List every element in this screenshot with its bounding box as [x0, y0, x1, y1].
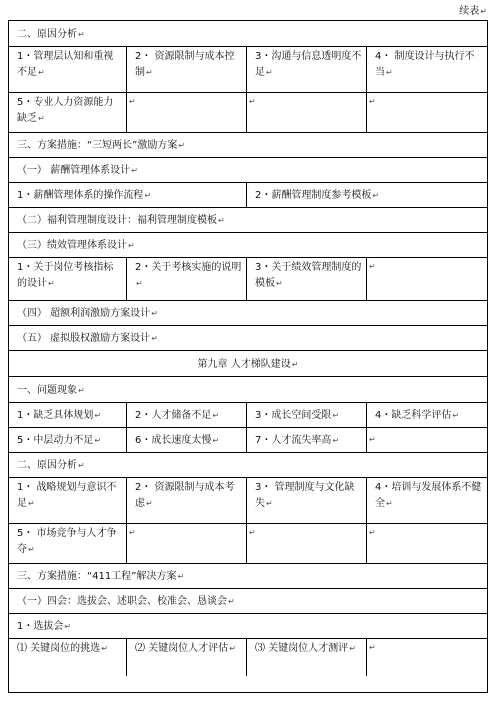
table-cell — [9, 47, 127, 93]
paragraph-mark: ↵ — [249, 97, 256, 106]
table-cell — [367, 403, 487, 428]
cell-text: 1・选拔会 — [17, 621, 64, 632]
cell-text: （五） 虚拟股权激励方案设计 — [17, 333, 151, 344]
cell-text: （四） 超额利润激励方案设计 — [17, 308, 151, 319]
paragraph-mark: ↵ — [146, 499, 153, 508]
cell-text: （一） 薪酬管理体系设计 — [17, 165, 131, 176]
cell-text: 3・关于绩效管理制度的模板 — [255, 262, 362, 289]
cell-text: 4・ 制度设计与执行不当 — [375, 51, 475, 78]
empty-cell — [127, 93, 247, 133]
table-cell — [9, 258, 127, 301]
table-cell — [9, 233, 487, 258]
paragraph-mark: ↵ — [129, 97, 136, 106]
empty-cell — [367, 258, 487, 301]
cell-text: 一、问题现象 — [17, 384, 77, 396]
paragraph-mark: ↵ — [229, 644, 236, 653]
paragraph-mark: ↵ — [48, 279, 55, 288]
empty-cell — [247, 93, 367, 133]
cell-text: 5・专业人力资源能力缺乏 — [17, 97, 114, 124]
paragraph-mark: ↵ — [101, 644, 108, 653]
cell-text: 二、原因分析 — [17, 28, 77, 40]
paragraph-mark: ↵ — [136, 279, 143, 288]
paragraph-mark: ↵ — [28, 545, 35, 554]
cell-text: 三、方案措施：“411工程”解决方案 — [17, 571, 177, 582]
table-cell — [127, 258, 247, 301]
cell-text: 1・ 战略规划与意识不足 — [17, 482, 117, 509]
paragraph-mark: ↵ — [78, 29, 85, 39]
table-cell — [9, 301, 487, 326]
cell-text: 二、原因分析 — [17, 460, 77, 471]
cell-text: （二）福利管理制度设计：福利管理制度模板 — [17, 215, 217, 226]
paragraph-mark: ↵ — [332, 411, 340, 420]
paragraph-mark: ↵ — [28, 499, 35, 508]
paragraph-mark: ↵ — [369, 435, 376, 444]
cell-text: 3・沟通与信息透明度不足 — [255, 51, 362, 78]
paragraph-mark: ↵ — [78, 385, 85, 395]
paragraph-mark: ↵ — [129, 528, 136, 537]
table-cell — [247, 47, 367, 93]
paragraph-mark: ↵ — [131, 166, 138, 175]
paragraph-mark: ↵ — [386, 499, 393, 508]
content-table — [8, 20, 488, 693]
paragraph-mark: ↵ — [64, 622, 72, 631]
paragraph-mark: ↵ — [94, 411, 102, 420]
table-cell — [9, 183, 247, 208]
cell-text: 5・中层动力不足 — [17, 435, 94, 446]
table-cell — [247, 639, 367, 676]
table-cell — [9, 158, 487, 183]
cell-text: ⑵ 关键岗位人才评估 — [135, 643, 229, 654]
table-cell — [9, 93, 127, 133]
table-cell — [247, 258, 367, 301]
cell-text: 第九章 人才梯队建设 — [197, 358, 291, 370]
paragraph-mark: ↵ — [386, 68, 393, 77]
empty-cell — [367, 93, 487, 133]
table-cell — [127, 478, 247, 524]
paragraph-mark: ↵ — [78, 461, 85, 470]
cell-text: 1・薪酬管理体系的操作流程 — [17, 190, 144, 201]
paragraph-mark: ↵ — [369, 643, 376, 652]
paragraph-mark: ↵ — [146, 68, 153, 77]
paragraph-mark: ↵ — [177, 572, 185, 581]
cell-text: （三）绩效管理体系设计 — [17, 240, 127, 251]
table-cell — [127, 403, 247, 428]
paragraph-mark: ↵ — [212, 436, 220, 445]
cell-text: 5・ 市场竞争与人才争夺 — [17, 528, 117, 555]
table-cell — [247, 183, 487, 208]
table-cell — [9, 377, 487, 403]
paragraph-mark: ↵ — [38, 114, 45, 123]
table-cell — [9, 453, 487, 478]
paragraph-mark: ↵ — [372, 191, 380, 200]
table-cell — [9, 351, 487, 377]
paragraph-mark: ↵ — [38, 68, 45, 77]
empty-cell — [367, 524, 487, 564]
cell-text: 4・培训与发展体系不健全 — [375, 482, 482, 509]
table-cell — [9, 639, 127, 676]
table-cell — [9, 21, 487, 47]
cell-text: 2・ 资源限制与成本控制 — [135, 51, 235, 78]
table-cell — [9, 208, 487, 233]
table-cell — [247, 403, 367, 428]
cell-text: （一）四会：选拔会、述职会、校准会、恳谈会 — [17, 596, 227, 607]
cell-text: 3・ 管理制度与文化缺失 — [255, 482, 355, 509]
cell-text: 2・ 资源限制与成本考虑 — [135, 482, 235, 509]
cell-text: 1・管理层认知和重视不足 — [17, 51, 114, 78]
table-cell — [9, 614, 487, 639]
table-cell — [247, 478, 367, 524]
paragraph-mark: ↵ — [291, 359, 299, 369]
paragraph-mark: ↵ — [266, 499, 273, 508]
paragraph-mark: ↵ — [178, 141, 186, 150]
cell-text: 三、方案措施：“三短两长”激励方案 — [17, 140, 178, 151]
empty-cell — [247, 524, 367, 564]
table-cell — [9, 564, 487, 589]
table-cell — [9, 524, 127, 564]
paragraph-mark: ↵ — [151, 334, 158, 343]
paragraph-mark: ↵ — [332, 436, 340, 445]
table-cell — [9, 133, 487, 158]
paragraph-mark: ↵ — [349, 644, 356, 653]
paragraph-mark: ↵ — [452, 411, 460, 420]
paragraph-mark: ↵ — [369, 528, 376, 537]
table-cell — [367, 47, 487, 93]
paragraph-mark: ↵ — [151, 309, 158, 318]
paragraph-mark: ↵ — [266, 68, 273, 77]
paragraph-mark: ↵ — [276, 279, 283, 288]
cell-text: 2・薪酬管理制度参考模板 — [255, 190, 372, 201]
cell-text: ⑶ 关键岗位人才测评 — [255, 643, 349, 654]
paragraph-mark: ↵ — [128, 241, 135, 250]
cell-text: 6・成长速度太慢 — [135, 435, 212, 446]
cell-text: 1・缺乏具体规划 — [17, 410, 94, 421]
cell-text: 4・缺乏科学评估 — [375, 410, 452, 421]
table-cell — [9, 478, 127, 524]
table-cell — [127, 639, 247, 676]
paragraph-mark: ↵ — [369, 97, 376, 106]
paragraph-mark: ↵ — [94, 436, 102, 445]
cell-text: 2・关于考核实施的说明 — [135, 262, 242, 273]
cell-text: 3・成长空间受限 — [255, 410, 332, 421]
table-cell — [247, 428, 367, 453]
paragraph-mark: ↵ — [218, 216, 225, 225]
empty-cell — [367, 639, 487, 676]
table-cell — [9, 589, 487, 614]
table-cell — [9, 326, 487, 351]
table-cell — [9, 428, 127, 453]
cell-text: 7・人才流失率高 — [255, 435, 332, 446]
cell-text: 1・关于岗位考核指标的设计 — [17, 262, 114, 289]
paragraph-mark: ↵ — [249, 528, 256, 537]
table-cell — [127, 428, 247, 453]
empty-cell — [367, 428, 487, 453]
table-cell — [9, 403, 127, 428]
paragraph-mark: ↵ — [212, 411, 220, 420]
cell-text: ⑴ 关键岗位的挑选 — [17, 643, 101, 654]
continued-label: 续表↵ — [459, 6, 487, 17]
table-cell — [127, 47, 247, 93]
table-cell — [367, 478, 487, 524]
paragraph-mark: ↵ — [144, 191, 152, 200]
paragraph-mark: ↵ — [228, 597, 235, 606]
empty-cell — [127, 524, 247, 564]
cell-text: 2・人才储备不足 — [135, 410, 212, 421]
paragraph-mark: ↵ — [369, 262, 376, 271]
